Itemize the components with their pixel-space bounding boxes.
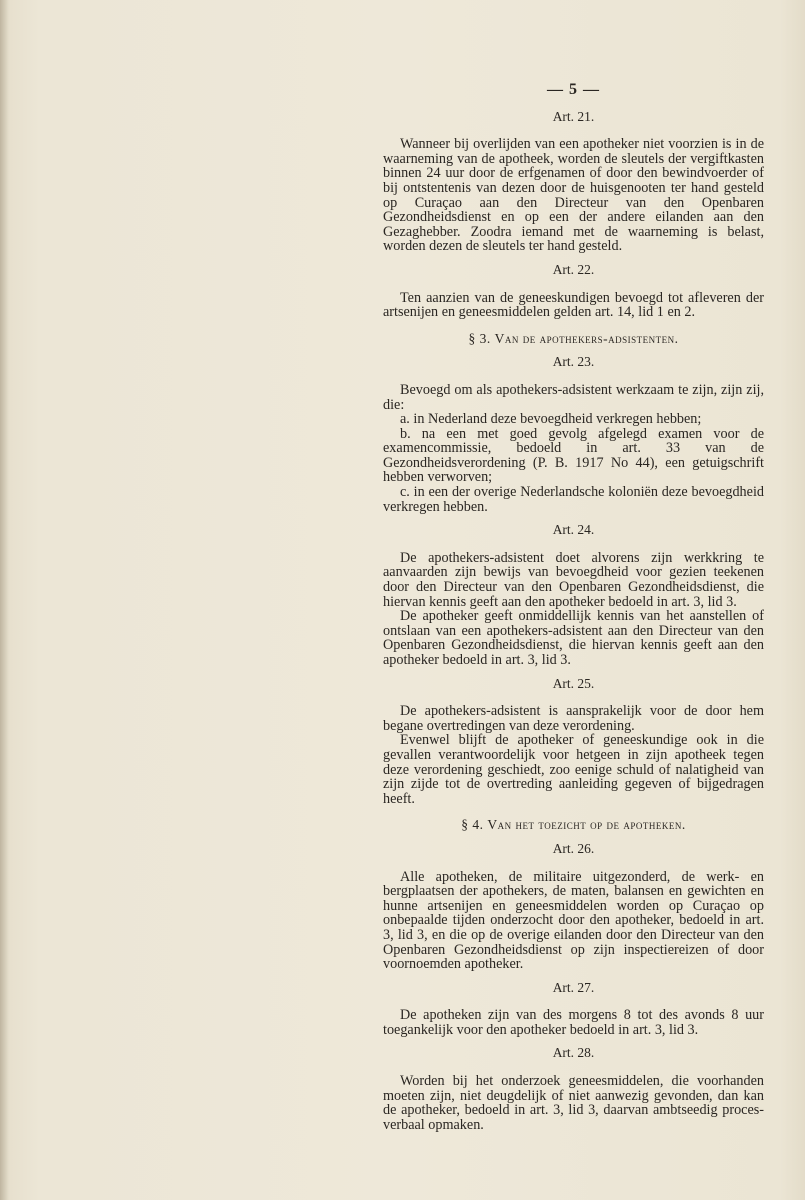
paragraph: Wanneer bij overlijden van een apotheker niet voorzien is in de waarneming van de apotheek, worden de sleutels der vergiftkasten binnen 24 uur door de erfgenamen of door den bewindvoerder of bij ontstentenis van dezen door de huisgenooten ter hand gesteld op Curaçao aan den Directeur van den Openbaren Gezondheidsdienst en op een der andere eilanden aan den Gezaghebber. Zoodra iemand met de waarneming is belast, worden dezen de sleutels ter hand gesteld.: [383, 136, 764, 255]
paragraph: De apothekers-adsistent doet alvorens zijn werkkring te aanvaarden zijn bewijs van bevoegdheid voor gezien teekenen door den Directeur van den Openbaren Gezondheidsdienst, die hiervan kennis geeft aan den apotheker bedoeld in art. 3, lid 3.: [383, 549, 764, 610]
list-item: c. in een der overige Nederlandsche koloniën deze bevoegdheid verkregen hebben.: [383, 484, 764, 515]
list-item: b. na een met goed gevolg afgelegd examen voor de examencommissie, bedoeld in art. 33 van de Gezondheidsverordening (P. B. 1917 No 44), een getuigschrift hebben verworven;: [383, 425, 764, 486]
article-heading: Art. 26.: [552, 840, 595, 856]
content-blocks: [383, 110, 764, 1133]
paragraph: Ten aanzien van de geneeskundigen bevoegd tot afleveren der artsenijen en geneesmiddelen gelden art. 14, lid 1 en 2.: [383, 289, 764, 321]
paragraph: De apotheker geeft onmiddellijk kennis van het aanstellen of ontslaan van een apothekers-adsistent aan den Directeur van den Openbaren Gezondheidsdienst, die hiervan kennis geeft aan den apotheker bedoeld in art. 3, lid 3.: [383, 608, 764, 668]
paragraph: Worden bij het onderzoek geneesmiddelen, die voorhanden moeten zijn, niet deugdelijk of niet aanwezig gevonden, dan kan de apotheker, bedoeld in art. 3, lid 3, daarvan ambtseedig proces-verbaal opmaken.: [383, 1073, 764, 1133]
article-heading: Art. 25.: [552, 675, 595, 691]
article-heading: Art. 23.: [552, 354, 595, 370]
paragraph: De apotheken zijn van des morgens 8 tot des avonds 8 uur toegankelijk voor den apotheker bedoeld in art. 3, lid 3.: [383, 1007, 764, 1038]
article-heading: Art. 27.: [552, 979, 595, 995]
section-number: § 4.: [461, 817, 488, 833]
article-heading: Art. 22.: [552, 261, 595, 277]
article-heading: Art. 21.: [552, 108, 595, 124]
section-title: Van het toezicht op de apotheken.: [487, 817, 686, 833]
section-title: Van de apothekers-adsistenten.: [494, 330, 679, 346]
list-item: a. in Nederland deze bevoegdheid verkregen hebben;: [400, 411, 702, 428]
article-heading: Art. 28.: [552, 1045, 595, 1061]
page-text-column: [383, 83, 764, 1132]
paragraph: Evenwel blijft de apotheker of geneeskundige ook in die gevallen verantwoordelijk voor hetgeen in zijn apotheek tegen deze verordening geschiedt, zoo eenige schuld of nalatigheid van zijn zijde tot de overtreding aanleiding gegeven of bijgedragen heeft.: [383, 732, 764, 807]
section-heading: [383, 332, 764, 347]
page-fold-shadow: [0, 0, 8, 1200]
paragraph: De apothekers-adsistent is aansprakelijk voor de door hem begane overtredingen van deze verordening.: [383, 703, 764, 734]
article-heading: Art. 24.: [552, 522, 595, 538]
paragraph: Alle apotheken, de militaire uitgezonderd, de werk- en bergplaatsen der apothekers, de maten, balansen en gewichten en hunne artsenijen en geneesmiddelen worden op Curaçao op onbepaalde tijden onderzocht door den apotheker, bedoeld in art. 3, lid 3, en die op de overige eilanden door den Directeur van den Openbaren Gezondheidsdienst op zijn inspectiereizen of door voornoemden apotheker.: [383, 868, 764, 973]
section-number: § 3.: [468, 330, 495, 346]
paragraph: Bevoegd om als apothekers-adsistent werkzaam te zijn, zijn zij, die:: [383, 381, 764, 413]
section-heading: [383, 818, 764, 833]
page-number: — 5 —: [547, 81, 600, 98]
